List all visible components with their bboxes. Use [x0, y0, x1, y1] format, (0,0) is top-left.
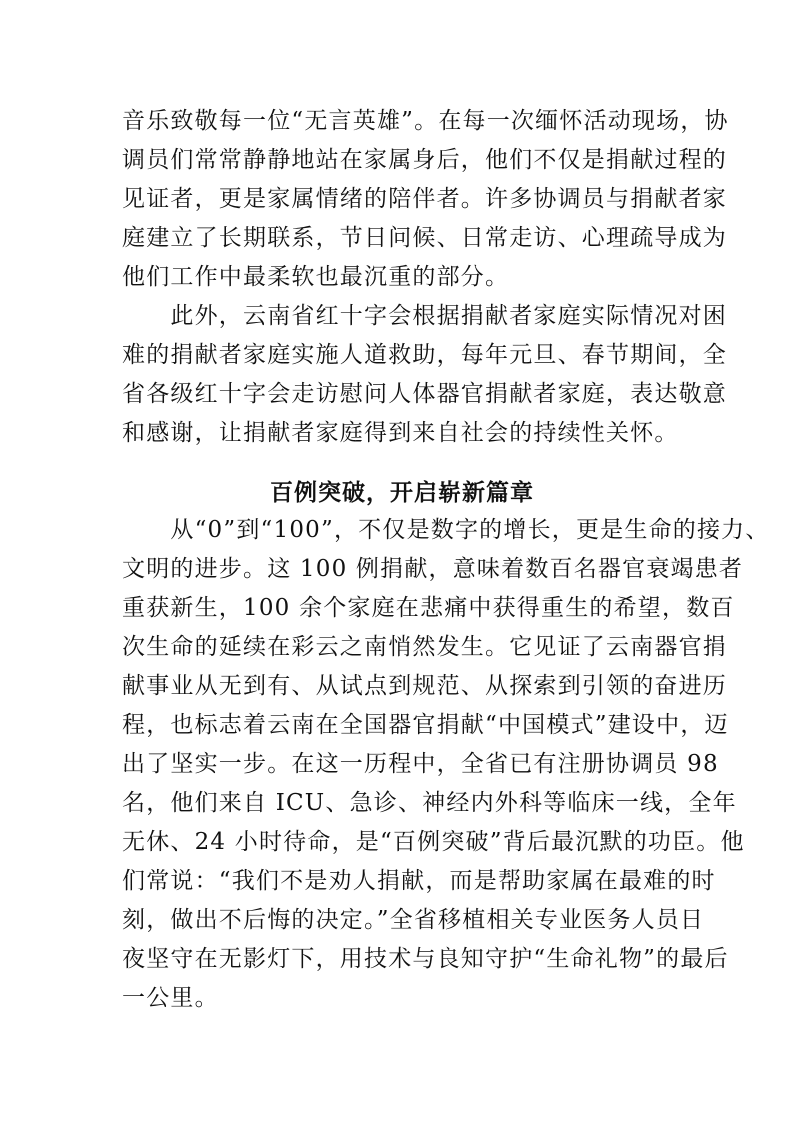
text-line: 音乐致敬每一位“无言英雄”。在每一次缅怀活动现场，协	[122, 108, 729, 134]
text-line: 庭建立了长期联系，节日问候、日常走访、心理疏导成为	[122, 225, 727, 251]
text-line: 夜坚守在无影灯下，用技术与良知守护“生命礼物”的最后	[122, 946, 729, 972]
text-line: 从“0”到“100”，不仅是数字的增长，更是生命的接力、	[122, 517, 770, 543]
text-line: 调员们常常静静地站在家属身后，他们不仅是捐献过程的	[122, 147, 727, 173]
text-line: 无休、24 小时待命，是“百例突破”背后最沉默的功臣。他	[122, 829, 745, 855]
text-line: 此外，云南省红十字会根据捐献者家庭实际情况对困	[122, 303, 727, 329]
section-heading: 百例突破，开启崭新篇章	[270, 480, 534, 506]
text-line: 刻，做出不后悔的决定。”全省移植相关专业医务人员日	[122, 907, 705, 933]
text-line: 重获新生，100 余个家庭在悲痛中获得重生的希望，数百	[122, 595, 735, 621]
text-line: 们常说：“我们不是劝人捐献，而是帮助家属在最难的时	[122, 868, 716, 894]
text-line: 见证者，更是家属情绪的陪伴者。许多协调员与捐献者家	[122, 186, 727, 212]
text-line: 出了坚实一步。在这一历程中，全省已有注册协调员 98	[122, 751, 719, 777]
text-line: 省各级红十字会走访慰问人体器官捐献者家庭，表达敬意	[122, 381, 727, 407]
text-line: 他们工作中最柔软也最沉重的部分。	[122, 264, 510, 290]
text-line: 难的捐献者家庭实施人道救助，每年元旦、春节期间，全	[122, 342, 727, 368]
text-line: 献事业从无到有、从试点到规范、从探索到引领的奋进历	[122, 673, 727, 699]
text-line: 一公里。	[122, 985, 219, 1011]
text-line: 和感谢，让捐献者家庭得到来自社会的持续性关怀。	[122, 420, 679, 446]
text-line: 名，他们来自 ICU、急诊、神经内外科等临床一线，全年	[122, 790, 737, 816]
text-line: 程，也标志着云南在全国器官捐献“中国模式”建设中，迈	[122, 712, 729, 738]
text-line: 次生命的延续在彩云之南悄然发生。它见证了云南器官捐	[122, 634, 727, 660]
text-line: 文明的进步。这 100 例捐献，意味着数百名器官衰竭患者	[122, 556, 744, 582]
